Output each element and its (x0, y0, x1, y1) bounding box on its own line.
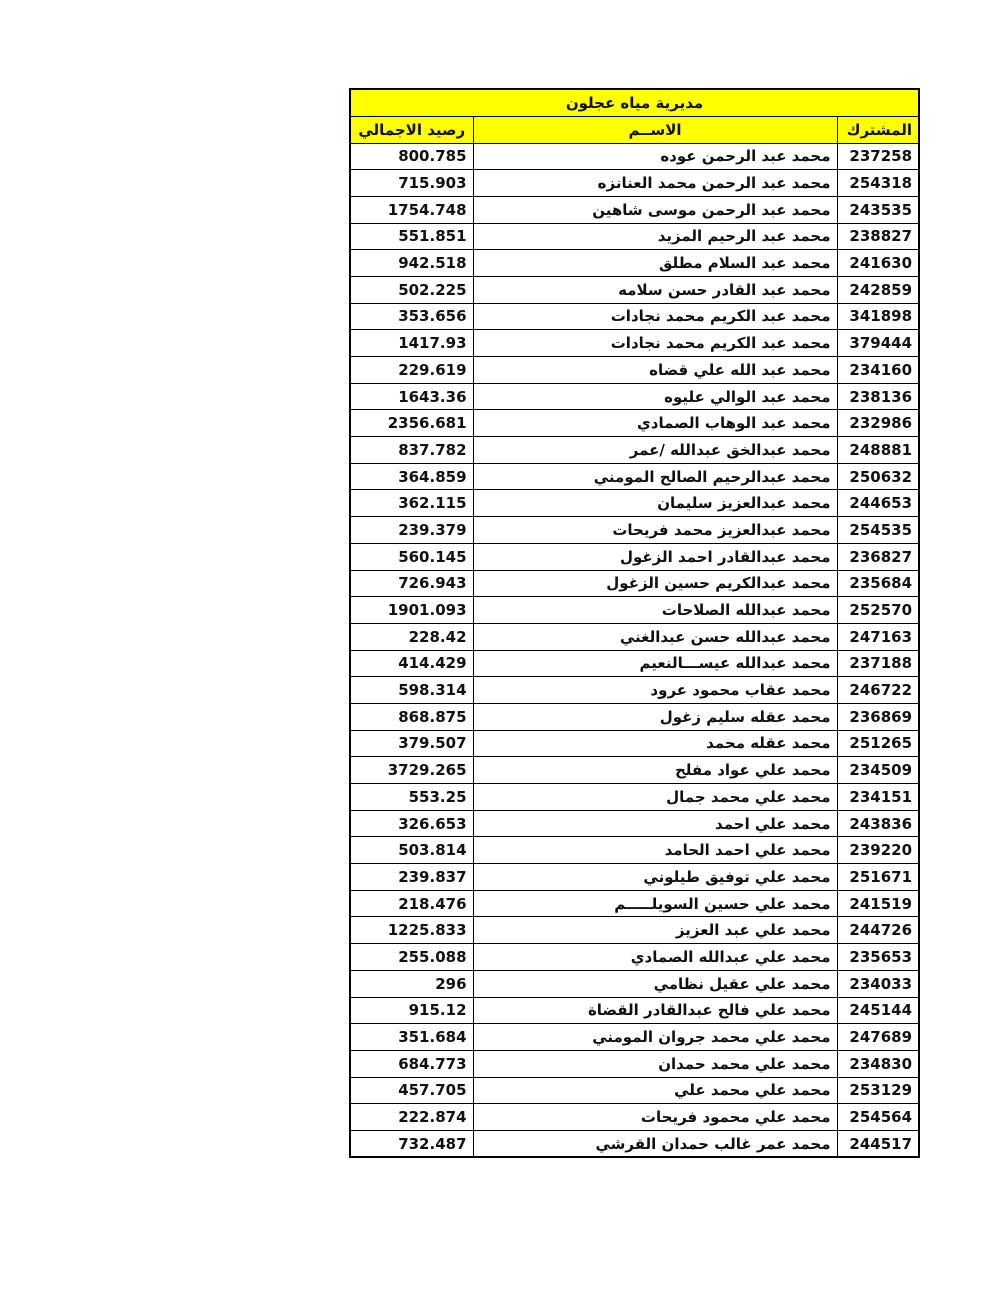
subscriber-name-cell: محمد عبد السلام مطلق (473, 250, 837, 277)
subscriber-name-cell: محمد عمر غالب حمدان القرشي (473, 1130, 837, 1157)
subscriber-id-cell: 237258 (837, 143, 919, 170)
table-row (350, 170, 919, 197)
table-row (350, 944, 919, 971)
balance-cell: 3729.265 (350, 757, 473, 784)
name-header: الاســم (473, 116, 837, 143)
sheet-title: مديرية مياه عجلون (350, 89, 919, 116)
balance-cell: 715.903 (350, 170, 473, 197)
subscriber-name-cell: محمد عبدالقادر احمد الزغول (473, 543, 837, 570)
table-row (350, 970, 919, 997)
subscriber-id-cell: 253129 (837, 1077, 919, 1104)
table-row (350, 917, 919, 944)
balance-cell: 726.943 (350, 570, 473, 597)
balance-cell: 218.476 (350, 890, 473, 917)
subscriber-id-cell: 250632 (837, 463, 919, 490)
subscriber-id-cell: 241519 (837, 890, 919, 917)
title-row (350, 89, 919, 116)
table-row (350, 303, 919, 330)
subscriber-name-cell: محمد عبد الكريم محمد نجادات (473, 330, 837, 357)
subscriber-name-cell: محمد عبدالله عيســـالنعيم (473, 650, 837, 677)
table-row (350, 1077, 919, 1104)
balance-cell: 800.785 (350, 143, 473, 170)
subscriber-name-cell: محمد عقله سليم زغول (473, 703, 837, 730)
subscriber-name-cell: محمد علي محمود فريحات (473, 1104, 837, 1131)
balance-cell: 2356.681 (350, 410, 473, 437)
table-row (350, 490, 919, 517)
subscriber-id-cell: 247163 (837, 623, 919, 650)
table-row (350, 143, 919, 170)
table-row (350, 1024, 919, 1051)
subscriber-header: المشترك (837, 116, 919, 143)
subscriber-name-cell: محمد علي عبدالله الصمادي (473, 944, 837, 971)
subscriber-id-cell: 239220 (837, 837, 919, 864)
subscriber-id-cell: 254535 (837, 517, 919, 544)
balance-cell: 379.507 (350, 730, 473, 757)
table-row (350, 330, 919, 357)
table-row (350, 1104, 919, 1131)
table-row (350, 1050, 919, 1077)
subscriber-id-cell: 246722 (837, 677, 919, 704)
subscriber-name-cell: محمد عبد الوالي عليوه (473, 383, 837, 410)
table-row (350, 757, 919, 784)
subscriber-name-cell: محمد عبدالرحيم الصالح المومني (473, 463, 837, 490)
subscriber-name-cell: محمد علي محمد جروان المومني (473, 1024, 837, 1051)
subscriber-id-cell: 252570 (837, 597, 919, 624)
balance-cell: 837.782 (350, 437, 473, 464)
table-row (350, 383, 919, 410)
subscriber-name-cell: محمد عبد الرحمن محمد العنانزه (473, 170, 837, 197)
balance-table (349, 88, 920, 1158)
subscriber-id-cell: 245144 (837, 997, 919, 1024)
subscriber-name-cell: محمد علي عقيل نظامي (473, 970, 837, 997)
balance-cell: 503.814 (350, 837, 473, 864)
subscriber-name-cell: محمد عبد الرحمن موسى شاهين (473, 196, 837, 223)
balance-cell: 296 (350, 970, 473, 997)
subscriber-id-cell: 234151 (837, 784, 919, 811)
table-row (350, 223, 919, 250)
balance-cell: 239.837 (350, 864, 473, 891)
subscriber-name-cell: محمد عبدالله حسن عبدالغني (473, 623, 837, 650)
subscriber-name-cell: محمد عبد الرحيم المزيد (473, 223, 837, 250)
subscriber-name-cell: محمد علي حسين السويلـــــم (473, 890, 837, 917)
subscriber-name-cell: محمد عبدالعزيز محمد فريحات (473, 517, 837, 544)
balance-cell: 732.487 (350, 1130, 473, 1157)
subscriber-id-cell: 244517 (837, 1130, 919, 1157)
subscriber-id-cell: 251671 (837, 864, 919, 891)
balance-cell: 1901.093 (350, 597, 473, 624)
balance-header: رصيد الاجمالي (350, 116, 473, 143)
table-row (350, 890, 919, 917)
table-row (350, 276, 919, 303)
balance-cell: 868.875 (350, 703, 473, 730)
subscriber-id-cell: 254318 (837, 170, 919, 197)
subscriber-name-cell: محمد عبدالله الصلاحات (473, 597, 837, 624)
balance-cell: 684.773 (350, 1050, 473, 1077)
subscriber-name-cell: محمد علي احمد الحامد (473, 837, 837, 864)
table-row (350, 997, 919, 1024)
table-row (350, 784, 919, 811)
balance-cell: 1643.36 (350, 383, 473, 410)
subscriber-id-cell: 234830 (837, 1050, 919, 1077)
balance-cell: 362.115 (350, 490, 473, 517)
subscriber-name-cell: محمد عبد الكريم محمد نجادات (473, 303, 837, 330)
balance-cell: 502.225 (350, 276, 473, 303)
subscriber-id-cell: 234160 (837, 357, 919, 384)
subscriber-name-cell: محمد علي محمد علي (473, 1077, 837, 1104)
table-row (350, 623, 919, 650)
subscriber-id-cell: 341898 (837, 303, 919, 330)
table-row (350, 570, 919, 597)
subscriber-id-cell: 251265 (837, 730, 919, 757)
balance-cell: 1225.833 (350, 917, 473, 944)
table-row (350, 410, 919, 437)
subscriber-id-cell: 236869 (837, 703, 919, 730)
subscriber-name-cell: محمد عبد القادر حسن سلامه (473, 276, 837, 303)
table-row (350, 357, 919, 384)
table-row (350, 517, 919, 544)
subscriber-name-cell: محمد عقاب محمود عرود (473, 677, 837, 704)
subscriber-name-cell: محمد عبدالعزيز سليمان (473, 490, 837, 517)
table-row (350, 597, 919, 624)
subscriber-id-cell: 244653 (837, 490, 919, 517)
subscriber-name-cell: محمد عقله محمد (473, 730, 837, 757)
balance-cell: 553.25 (350, 784, 473, 811)
balance-cell: 1417.93 (350, 330, 473, 357)
table-row (350, 730, 919, 757)
subscriber-id-cell: 243836 (837, 810, 919, 837)
subscriber-id-cell: 247689 (837, 1024, 919, 1051)
subscriber-id-cell: 254564 (837, 1104, 919, 1131)
subscriber-name-cell: محمد عبد الله علي قضاه (473, 357, 837, 384)
subscriber-id-cell: 235684 (837, 570, 919, 597)
balance-cell: 414.429 (350, 650, 473, 677)
subscriber-name-cell: محمد علي محمد حمدان (473, 1050, 837, 1077)
balance-cell: 353.656 (350, 303, 473, 330)
subscriber-name-cell: محمد علي احمد (473, 810, 837, 837)
subscriber-id-cell: 238827 (837, 223, 919, 250)
table-body (350, 143, 919, 1157)
table-row (350, 810, 919, 837)
balance-cell: 457.705 (350, 1077, 473, 1104)
subscriber-name-cell: محمد عبد الوهاب الصمادي (473, 410, 837, 437)
subscriber-name-cell: محمد علي محمد جمال (473, 784, 837, 811)
header-row (350, 116, 919, 143)
balance-cell: 551.851 (350, 223, 473, 250)
subscriber-id-cell: 243535 (837, 196, 919, 223)
subscriber-id-cell: 242859 (837, 276, 919, 303)
subscriber-id-cell: 241630 (837, 250, 919, 277)
balance-cell: 598.314 (350, 677, 473, 704)
subscriber-name-cell: محمد عبد الرحمن عوده (473, 143, 837, 170)
subscriber-name-cell: محمد علي عواد مفلح (473, 757, 837, 784)
subscriber-id-cell: 248881 (837, 437, 919, 464)
balance-cell: 229.619 (350, 357, 473, 384)
subscriber-id-cell: 379444 (837, 330, 919, 357)
subscriber-name-cell: محمد علي توفيق طيلوني (473, 864, 837, 891)
balance-cell: 942.518 (350, 250, 473, 277)
balance-cell: 915.12 (350, 997, 473, 1024)
subscriber-name-cell: محمد علي فالح عبدالقادر القضاة (473, 997, 837, 1024)
table-row (350, 677, 919, 704)
balance-cell: 351.684 (350, 1024, 473, 1051)
table-row (350, 250, 919, 277)
subscriber-id-cell: 234033 (837, 970, 919, 997)
table-row (350, 543, 919, 570)
table-row (350, 864, 919, 891)
table-row (350, 196, 919, 223)
subscriber-id-cell: 234509 (837, 757, 919, 784)
balance-cell: 364.859 (350, 463, 473, 490)
subscriber-id-cell: 238136 (837, 383, 919, 410)
subscriber-id-cell: 235653 (837, 944, 919, 971)
subscriber-name-cell: محمد علي عبد العزيز (473, 917, 837, 944)
subscriber-id-cell: 237188 (837, 650, 919, 677)
balance-cell: 1754.748 (350, 196, 473, 223)
table-row (350, 437, 919, 464)
balance-cell: 255.088 (350, 944, 473, 971)
balance-cell: 239.379 (350, 517, 473, 544)
table-row (350, 463, 919, 490)
subscriber-id-cell: 236827 (837, 543, 919, 570)
subscriber-id-cell: 244726 (837, 917, 919, 944)
subscriber-name-cell: محمد عبدالكريم حسين الزغول (473, 570, 837, 597)
subscriber-id-cell: 232986 (837, 410, 919, 437)
balance-cell: 228.42 (350, 623, 473, 650)
table-row (350, 650, 919, 677)
balance-cell: 326.653 (350, 810, 473, 837)
balance-cell: 222.874 (350, 1104, 473, 1131)
balance-cell: 560.145 (350, 543, 473, 570)
table-row (350, 1130, 919, 1157)
table-row (350, 837, 919, 864)
subscriber-name-cell: محمد عبدالخق عبدالله /عمر (473, 437, 837, 464)
table-row (350, 703, 919, 730)
